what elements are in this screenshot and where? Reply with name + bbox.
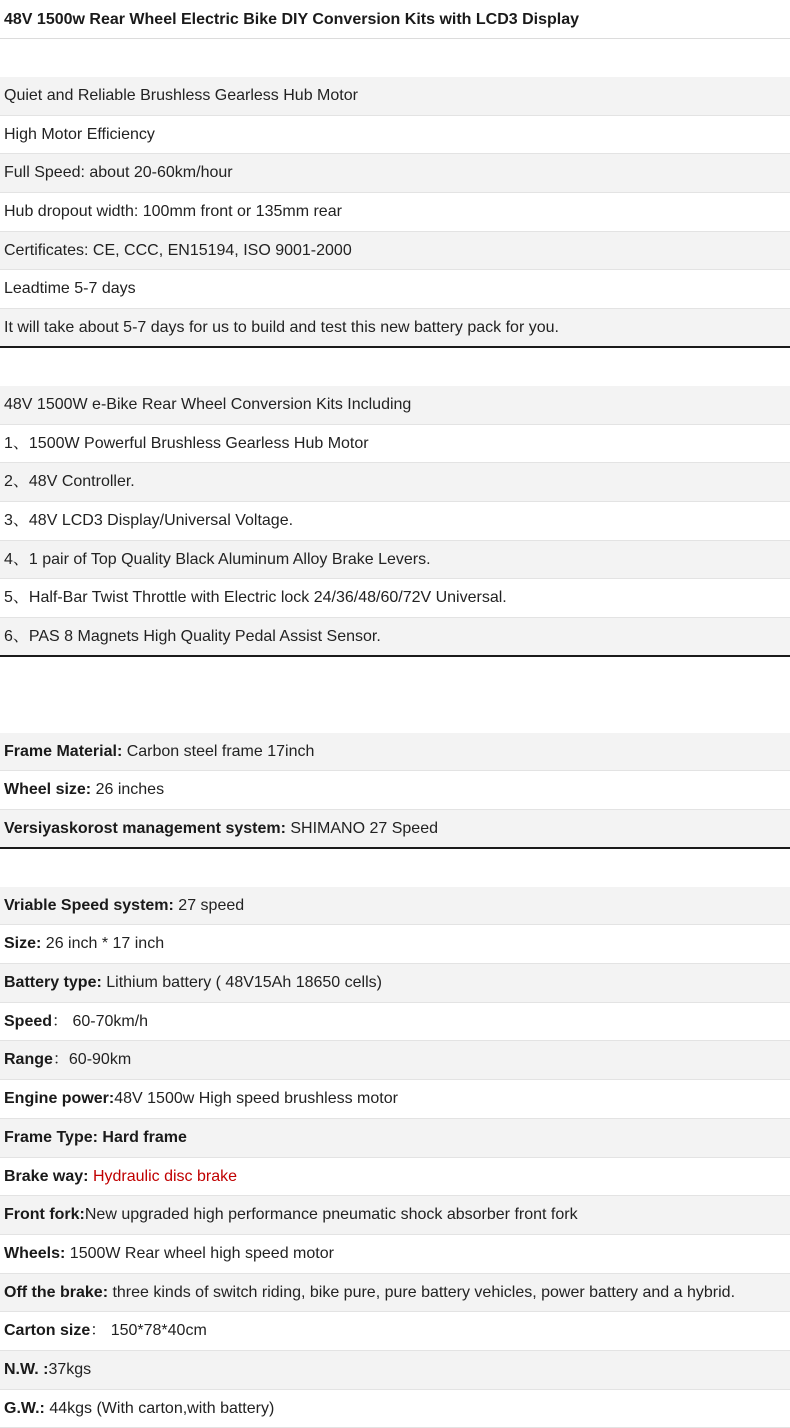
spec-value: ： 150*78*40cm bbox=[90, 1322, 207, 1340]
spec-key: Speed bbox=[4, 1012, 53, 1030]
feature-row: It will take about 5-7 days for us to build and test this new battery pack for you. bbox=[0, 309, 790, 348]
spec-row bbox=[0, 1274, 790, 1313]
spec-row bbox=[0, 1158, 790, 1197]
spec-row bbox=[0, 771, 790, 810]
spec-key: Versiyaskorost management system: bbox=[4, 820, 286, 837]
spec-row bbox=[0, 1312, 790, 1351]
spec-row bbox=[0, 925, 790, 964]
kit-item: 3、48V LCD3 Display/Universal Voltage. bbox=[0, 502, 790, 541]
spec-row bbox=[0, 733, 790, 772]
spec-key: Off the brake: bbox=[4, 1283, 109, 1301]
kit-section bbox=[0, 386, 790, 657]
spec-row bbox=[0, 887, 790, 926]
spec-key: Vriable Speed system: bbox=[4, 896, 174, 914]
spec-value: 48V 1500w High speed brushless motor bbox=[114, 1090, 398, 1108]
spec-value: SHIMANO 27 Speed bbox=[285, 820, 438, 837]
spec-row bbox=[0, 1003, 790, 1042]
spec-row bbox=[0, 1080, 790, 1119]
kit-item: 5、Half-Bar Twist Throttle with Electric lock 24/36/48/60/72V Universal. bbox=[0, 579, 790, 618]
spec-value: Lithium battery ( 48V15Ah 18650 cells) bbox=[101, 974, 382, 992]
spec-key: N.W. : bbox=[4, 1360, 49, 1378]
spec-row bbox=[0, 1119, 790, 1158]
spec-value: three kinds of switch riding, bike pure, pure battery vehicles, power battery and a hybrid. bbox=[108, 1283, 736, 1301]
feature-row: Full Speed: about 20-60km/hour bbox=[0, 154, 790, 193]
spec-row bbox=[0, 1041, 790, 1080]
spec-value: ： 60-70km/h bbox=[52, 1012, 149, 1030]
feature-row: Leadtime 5-7 days bbox=[0, 270, 790, 309]
kit-heading: 48V 1500W e-Bike Rear Wheel Conversion Kits Including bbox=[0, 386, 790, 425]
spec-key: G.W.: bbox=[4, 1399, 45, 1417]
features-section bbox=[0, 77, 790, 348]
spec-row bbox=[0, 810, 790, 849]
feature-row: Certificates: CE, CCC, EN15194, ISO 9001-2000 bbox=[0, 232, 790, 271]
spec-value: 1500W Rear wheel high speed motor bbox=[65, 1244, 334, 1262]
spec-value: 37kgs bbox=[48, 1360, 92, 1378]
frame-specs-section bbox=[0, 733, 790, 849]
spec-row bbox=[0, 1390, 790, 1428]
spec-value: 26 inch * 17 inch bbox=[41, 935, 165, 953]
spec-key: Range bbox=[4, 1051, 53, 1069]
feature-row: Hub dropout width: 100mm front or 135mm rear bbox=[0, 193, 790, 232]
spec-key: Frame Material: bbox=[4, 742, 123, 760]
spec-key: Engine power: bbox=[4, 1090, 115, 1108]
spec-row bbox=[0, 1235, 790, 1274]
spec-key: Frame Type: Hard frame bbox=[4, 1128, 187, 1146]
spec-value: Hydraulic disc brake bbox=[88, 1167, 237, 1185]
spec-row bbox=[0, 1196, 790, 1235]
spec-key: Battery type: bbox=[4, 974, 102, 992]
kit-item: 6、PAS 8 Magnets High Quality Pedal Assist Sensor. bbox=[0, 618, 790, 657]
spec-value: New upgraded high performance pneumatic shock absorber front fork bbox=[84, 1206, 578, 1224]
spec-key: Front fork: bbox=[4, 1206, 85, 1224]
spec-key: Wheels: bbox=[4, 1244, 66, 1262]
spec-value: 26 inches bbox=[91, 781, 165, 799]
specs-section bbox=[0, 887, 790, 1428]
spec-key: Carton size bbox=[4, 1322, 91, 1340]
feature-row: High Motor Efficiency bbox=[0, 116, 790, 155]
kit-item: 2、48V Controller. bbox=[0, 463, 790, 502]
page-title: 48V 1500w Rear Wheel Electric Bike DIY Conversion Kits with LCD3 Display bbox=[0, 0, 790, 39]
spec-row bbox=[0, 1351, 790, 1390]
spec-value: Carbon steel frame 17inch bbox=[122, 742, 315, 760]
spec-key: Size: bbox=[4, 935, 42, 953]
spec-value: ：60-90km bbox=[52, 1051, 132, 1069]
spec-key: Brake way: bbox=[4, 1167, 89, 1185]
spec-row bbox=[0, 964, 790, 1003]
spec-key: Wheel size: bbox=[4, 781, 92, 799]
feature-row: Quiet and Reliable Brushless Gearless Hub Motor bbox=[0, 77, 790, 116]
spec-value: 44kgs (With carton,with battery) bbox=[44, 1399, 275, 1417]
kit-item: 4、1 pair of Top Quality Black Aluminum Alloy Brake Levers. bbox=[0, 541, 790, 580]
kit-item: 1、1500W Powerful Brushless Gearless Hub Motor bbox=[0, 425, 790, 464]
spec-value: 27 speed bbox=[173, 896, 245, 914]
